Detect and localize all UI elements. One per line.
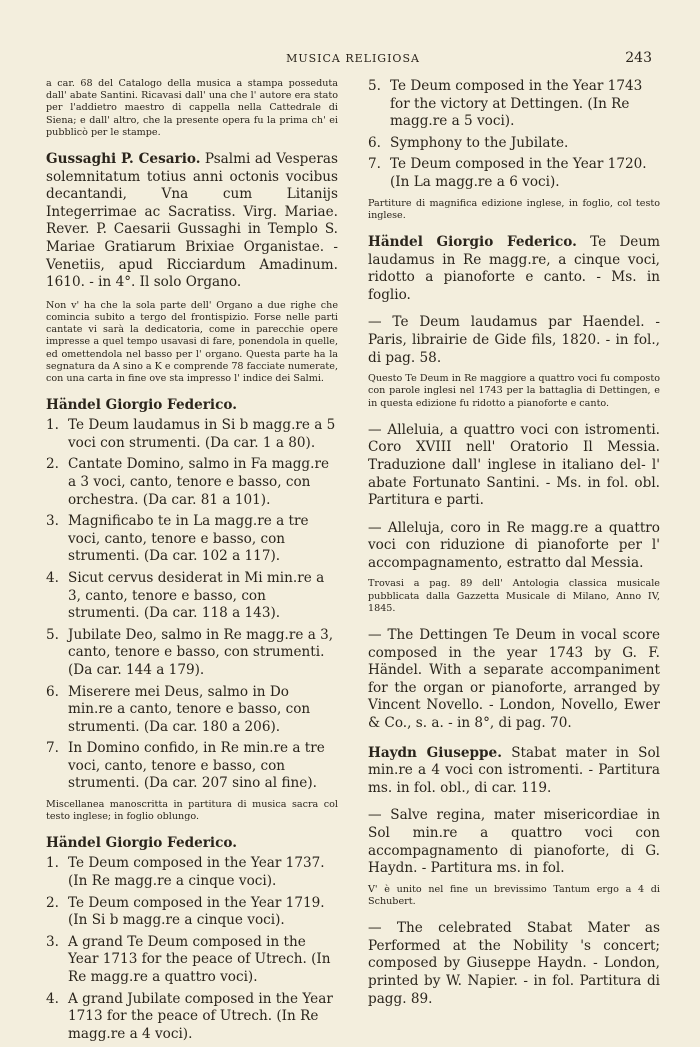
intro-note: a car. 68 del Catalogo della musica a stampa posseduta dall' abate Santini. Ricavasi dall' una che l' autore era stato per l'addietro maestro di cappella nella Cattedrale di Siena; e dall' altro, che la presente opera fu la prima ch' ei pubblicò per le stampe. bbox=[46, 78, 338, 138]
note-editions: Partiture di magnifica edizione inglese, in foglio, col testo inglese. bbox=[368, 197, 660, 221]
entry-text: Te Deum laudamus in Re magg.re, a cinque voci, ridotto a pianoforte e canto. - Ms. in foglio. bbox=[368, 233, 660, 303]
list-item: 4. A grand Jubilate composed in the Year 1713 for the peace of Utrech. (In Re magg.re a 4 voci). bbox=[46, 990, 333, 1042]
entry-head: Gussaghi P. Cesario. bbox=[46, 151, 201, 168]
entry-te-deum-paris: — Te Deum laudamus par Haendel. - Paris, librairie de Gide fils, 1820. - in fol., di pag. 58. bbox=[368, 314, 660, 366]
entry-text: Stabat mater in Sol min.re a 4 voci con istromenti. - Partitura ms. in fol. obl., di car. 119. bbox=[368, 744, 660, 796]
list-item: 6. Symphony to the Jubilate. bbox=[368, 134, 569, 151]
list-item: 7. In Domino confido, in Re min.re a tre voci, canto, tenore e basso, con strumenti. (Da car. 207 sino al fine). bbox=[46, 740, 325, 792]
list-handel-1 bbox=[46, 417, 338, 793]
list-item: 2. Te Deum composed in the Year 1719. (In Si b magg.re a cinque voci). bbox=[46, 894, 325, 929]
list-item: 1. Te Deum composed in the Year 1737. (In Re magg.re a cinque voci). bbox=[46, 855, 325, 890]
list-item: 7. Te Deum composed in the Year 1720. (In La magg.re a 6 voci). bbox=[368, 156, 647, 190]
entry-dettingen-te-deum: — The Dettingen Te Deum in vocal score composed in the year 1743 by G. F. Händel. With a separate accompaniment for the organ or pianoforte, arranged by Vincent Novello. - London, Novello, Ewer & Co., s. a. - in 8°, di pag. 70. bbox=[368, 627, 660, 732]
list-handel-2 bbox=[46, 855, 338, 1043]
section-head-handel-1: Händel Giorgio Federico. bbox=[46, 397, 237, 414]
note-handel-1: Miscellanea manoscritta in partitura di musica sacra col testo inglese; in foglio oblungo. bbox=[46, 799, 338, 823]
list-item: 1. Te Deum laudamus in Si b magg.re a 5 voci con strumenti. (Da car. 1 a 80). bbox=[46, 417, 336, 451]
entry-haydn bbox=[368, 745, 660, 798]
entry-gussaghi bbox=[46, 151, 338, 292]
running-title: MUSICA RELIGIOSA bbox=[286, 52, 420, 65]
entry-head: Händel Giorgio Federico. bbox=[368, 233, 577, 250]
entry-text: Psalmi ad Vesperas solemnitatum totius anni octonis vocibus decantandi, Vna cum Litanijs Integerrimae ac Sacratiss. Virg. Mariae. Rever. P. Caesarii Gussaghi in Templo S. Mariae Gratiarum Brixiae Organistae. - Venetiis, apud Ricciardum Amadinum. 1610. - in 4°. Il solo Organo. bbox=[46, 151, 338, 291]
page-header bbox=[46, 50, 660, 78]
list-handel-2-continued bbox=[368, 78, 660, 192]
entry-alleluia-messia: — Alleluia, a quattro voci con istromenti. Coro XVIII nell' Oratorio Il Messia. Traduzione dall' inglese in italiano del- l' abate Fortunato Santini. - Ms. in fol. obl. Partitura e parti. bbox=[368, 421, 660, 509]
entry-stabat-mater-london: — The celebrated Stabat Mater as Performed at the Nobility 's concert; composed by Giuseppe Haydn. - London, printed by W. Napier. - in fol. Partitura di pagg. 89. bbox=[368, 920, 660, 1007]
list-item: 6. Miserere mei Deus, salmo in Do min.re a canto, tenore e basso, con strumenti. (Da car. 180 a 206). bbox=[46, 683, 311, 735]
note-antologia: Trovasi a pag. 89 dell' Antologia classica musicale pubblicata dalla Gazzetta Musicale di Milano, Anno IV, 1845. bbox=[368, 578, 660, 614]
note-te-deum: Questo Te Deum in Re maggiore a quattro voci fu composto con parole inglesi nel 1743 per la battaglia di Dettingen, e in questa edizione fu ridotto a pianoforte e canto. bbox=[368, 373, 660, 409]
note-gussaghi: Non v' ha che la sola parte dell' Organo a due righe che comincia subito a tergo del frontispizio. Forse nelle parti cantate vi sarà la dedicatoria, come in parecchie opere impresse a quel tempo usavasi di fare, ponendola in quelle, ed omettendola nel basso per l' organo. Questa parte ha la segnatura da A sino a K e comprende 78 facciate numerate, con una carta in fine ove sta impresso l' indice dei Salmi. bbox=[46, 299, 338, 384]
section-head-handel-2: Händel Giorgio Federico. bbox=[46, 835, 237, 852]
list-item: 5. Te Deum composed in the Year 1743 for the victory at Dettingen. (In Re magg.re a 5 voci). bbox=[368, 78, 643, 130]
list-item: 5. Jubilate Deo, salmo in Re magg.re a 3, canto, tenore e basso, con strumenti. (Da car. 144 a 179). bbox=[46, 626, 334, 678]
list-item: 3. Magnificabo te in La magg.re a tre voci, canto, tenore e basso, con strumenti. (Da car. 102 a 117). bbox=[46, 513, 309, 565]
right-column bbox=[368, 78, 660, 1047]
list-item: 2. Cantate Domino, salmo in Fa magg.re a 3 voci, canto, tenore e basso, con orchestra. (Da car. 81 a 101). bbox=[46, 456, 330, 508]
page-number: 243 bbox=[625, 50, 652, 66]
entry-alleluja-coro: — Alleluja, coro in Re magg.re a quattro voci con riduzione di pianoforte per l' accompagnamento, estratto dal Messia. bbox=[368, 519, 660, 571]
entry-head: Haydn Giuseppe. bbox=[368, 744, 502, 761]
left-column bbox=[46, 78, 338, 1047]
note-schubert: V' è unito nel fine un brevissimo Tantum ergo a 4 di Schubert. bbox=[368, 883, 660, 908]
entry-salve-regina: — Salve regina, mater misericordiae in Sol min.re a quattro voci con accompagnamento di pianoforte, di G. Haydn. - Partitura ms. in fol. bbox=[368, 807, 660, 877]
list-item: 3. A grand Te Deum composed in the Year 1713 for the peace of Utrech. (In Re magg.re a quattro voci). bbox=[46, 933, 331, 986]
list-item: 4. Sicut cervus desiderat in Mi min.re a 3, canto, tenore e basso, con strumenti. (Da car. 118 a 143). bbox=[46, 569, 325, 622]
entry-handel-3 bbox=[368, 234, 660, 304]
